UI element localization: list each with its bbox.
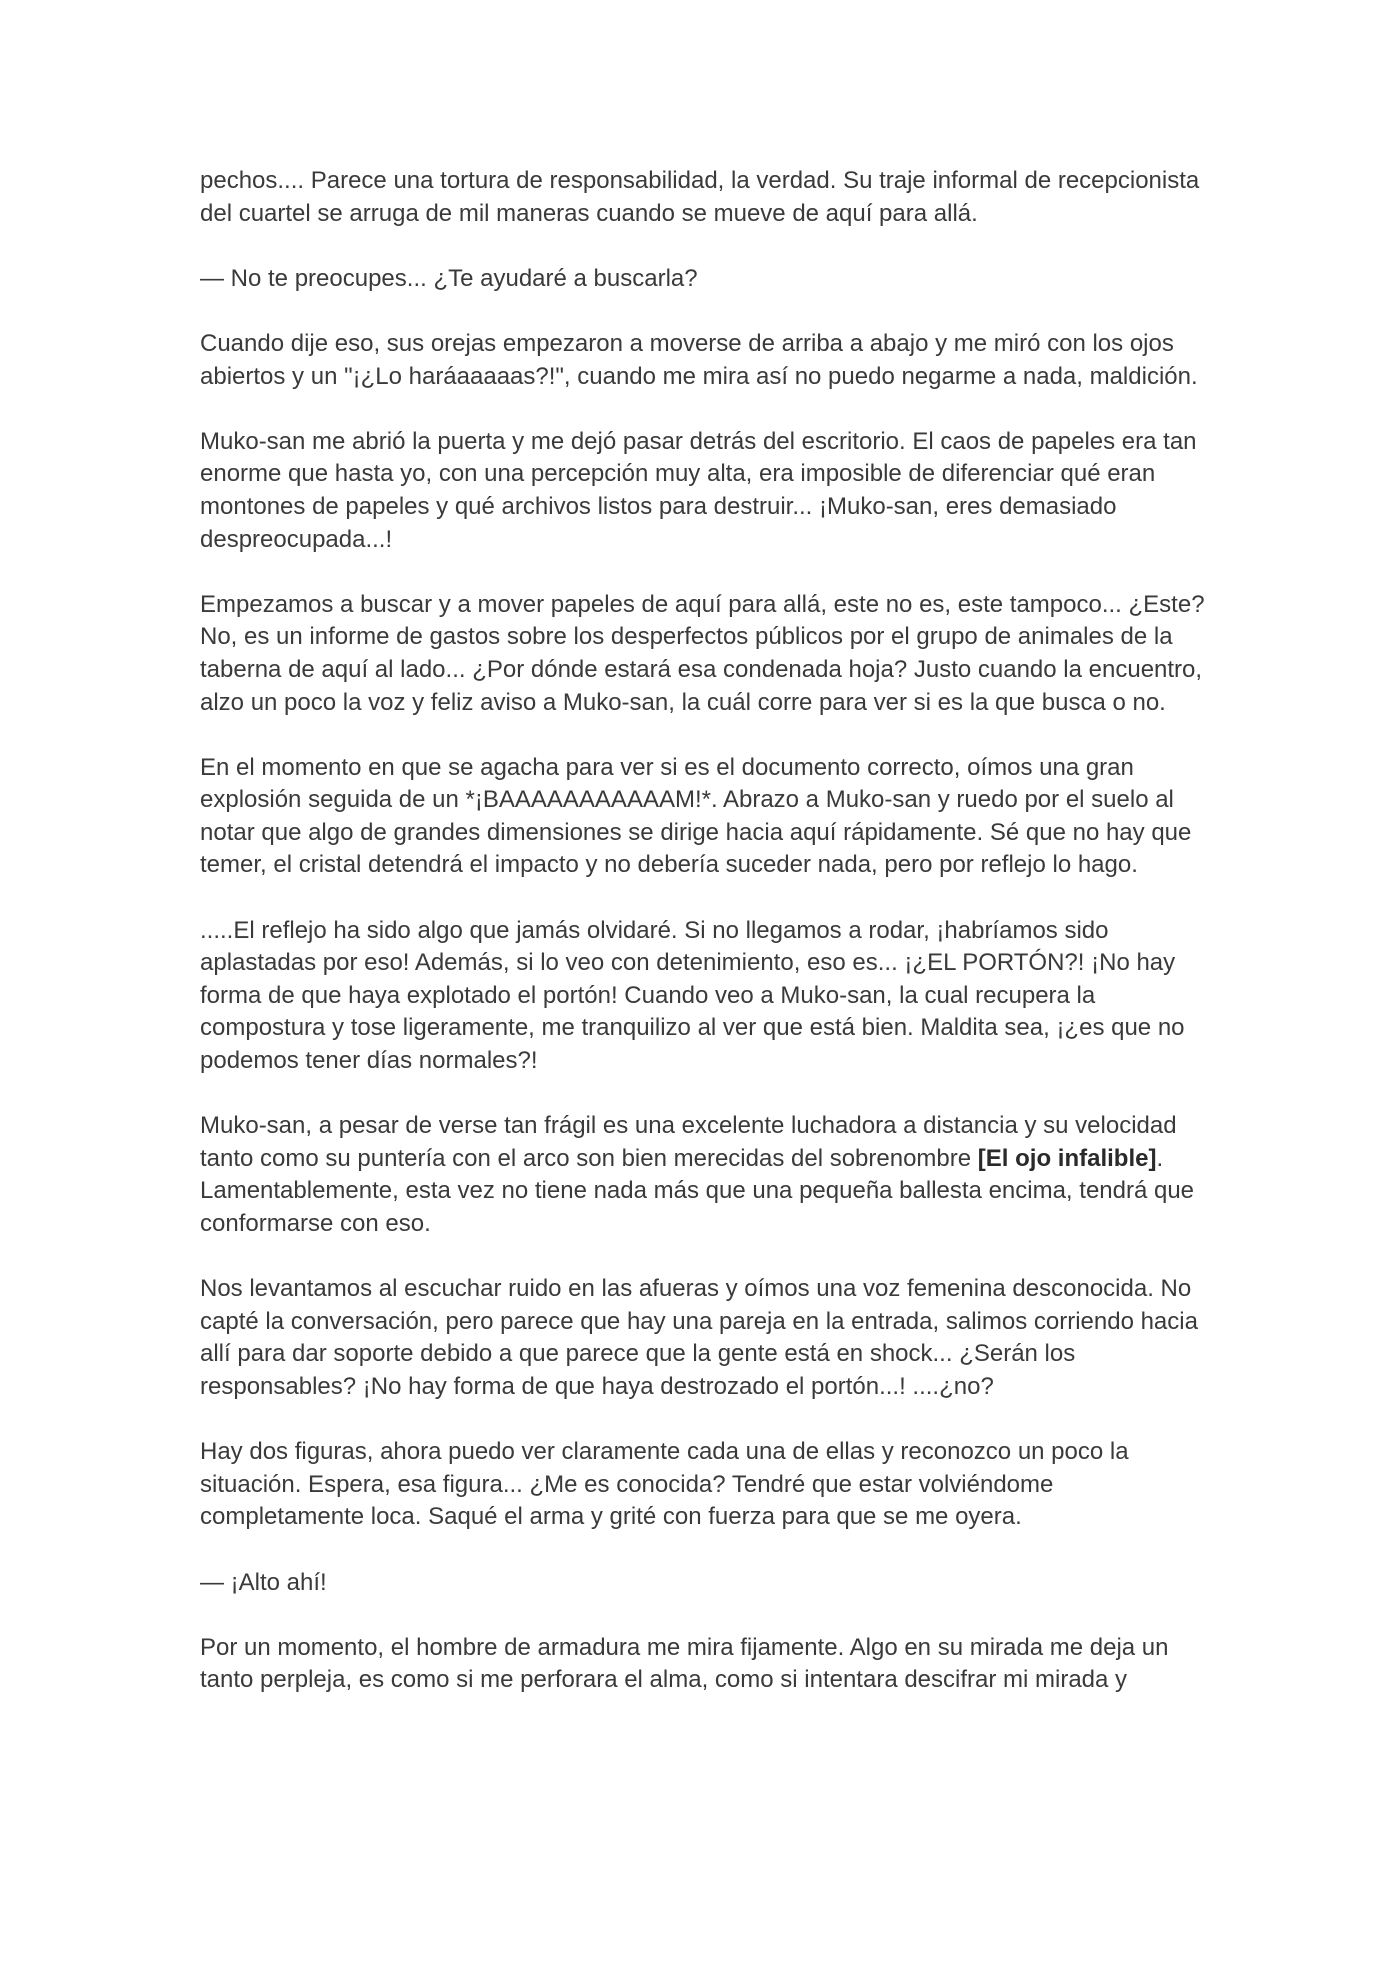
paragraph: [200, 1273, 1210, 1403]
paragraph-text: Por un momento, el hombre de armadura me mira fijamente. Algo en su mirada me deja un tanto perpleja, es como si me perforara el alma, como si intentara descifrar mi mirada y: [200, 1633, 1169, 1694]
paragraph-text: .....El reflejo ha sido algo que jamás olvidaré. Si no llegamos a rodar, ¡habríamos sido aplastadas por eso! Además, si lo veo con detenimiento, eso es... ¡¿EL PORTÓN?! ¡No hay forma de que haya explotado el portón! Cuando veo a Muko-san, la cual recupera la compostura y tose ligeramente, me tranquilizo al ver que está bien. Maldita sea, ¡¿es que no podemos tener días normales?!: [200, 916, 1185, 1075]
paragraph-text: pechos.... Parece una tortura de responsabilidad, la verdad. Su traje informal de recepcionista del cuartel se arruga de mil maneras cuando se mueve de aquí para allá.: [200, 167, 1200, 227]
paragraph: [200, 328, 1210, 393]
paragraph-text: En el momento en que se agacha para ver si es el documento correcto, oímos una gran explosión seguida de un *¡BAAAAAAAAAAAM!*. Abrazo a Muko-san y ruedo por el suelo al notar que algo de grandes dimensiones se dirige hacia aquí rápidamente. Sé que no hay que temer, el cristal detendrá el impacto y no debería suceder nada, pero por reflejo lo hago.: [200, 753, 1192, 879]
dialogue-line: [200, 1567, 1210, 1600]
paragraph: [200, 915, 1210, 1078]
dialogue-line: [200, 263, 1210, 296]
paragraph: [200, 165, 1210, 230]
paragraph-text: Muko-san me abrió la puerta y me dejó pasar detrás del escritorio. El caos de papeles era tan enorme que hasta yo, con una percepción muy alta, era imposible de diferenciar qué eran montones de papeles y qué archivos listos para destruir... ¡Muko-san, eres demasiado despreocupada...!: [200, 427, 1197, 553]
bold-nickname: [El ojo infalible]: [977, 1144, 1157, 1172]
paragraph-text: Empezamos a buscar y a mover papeles de aquí para allá, este no es, este tampoco... ¿Este? No, es un informe de gastos sobre los desperfectos públicos por el grupo de animales de la taberna de aquí al lado... ¿Por dónde estará esa condenada hoja? Justo cuando la encuentro, alzo un poco la voz y feliz aviso a Muko-san, la cuál corre para ver si es la que busca o no.: [200, 590, 1205, 716]
paragraph: [200, 426, 1210, 556]
paragraph: [200, 1110, 1210, 1240]
paragraph-text: . Lamentablemente, esta vez no tiene nada más que una pequeña ballesta encima, tendrá que conformarse con eso.: [200, 1144, 1195, 1237]
paragraph: [200, 752, 1210, 882]
paragraph-text: Nos levantamos al escuchar ruido en las afueras y oímos una voz femenina desconocida. No capté la conversación, pero parece que hay una pareja en la entrada, salimos corriendo hacia allí para dar soporte debido a que parece que la gente está en shock... ¿Serán los responsables? ¡No hay forma de que haya destrozado el portón...! ....¿no?: [200, 1275, 1198, 1400]
paragraph: [200, 1436, 1210, 1534]
paragraph-text: — ¡Alto ahí!: [200, 1568, 327, 1596]
paragraph-text: — No te preocupes... ¿Te ayudaré a buscarla?: [200, 264, 698, 292]
paragraph-text: Muko-san, a pesar de verse tan frágil es una excelente luchadora a distancia y su velocidad tanto como su puntería con el arco son bien merecidas del sobrenombre: [200, 1112, 1177, 1172]
paragraph: [200, 1632, 1210, 1697]
paragraph-text: Hay dos figuras, ahora puedo ver claramente cada una de ellas y reconozco un poco la situación. Espera, esa figura... ¿Me es conocida? Tendré que estar volviéndome completamente loca. Saqué el arma y grité con fuerza para que se me oyera.: [200, 1438, 1129, 1531]
paragraph: [200, 589, 1210, 719]
document-body: [200, 165, 1210, 1730]
paragraph-text: Cuando dije eso, sus orejas empezaron a moverse de arriba a abajo y me miró con los ojos abiertos y un "¡¿Lo haráaaaaas?!", cuando me mira así no puedo negarme a nada, maldición.: [200, 329, 1198, 390]
